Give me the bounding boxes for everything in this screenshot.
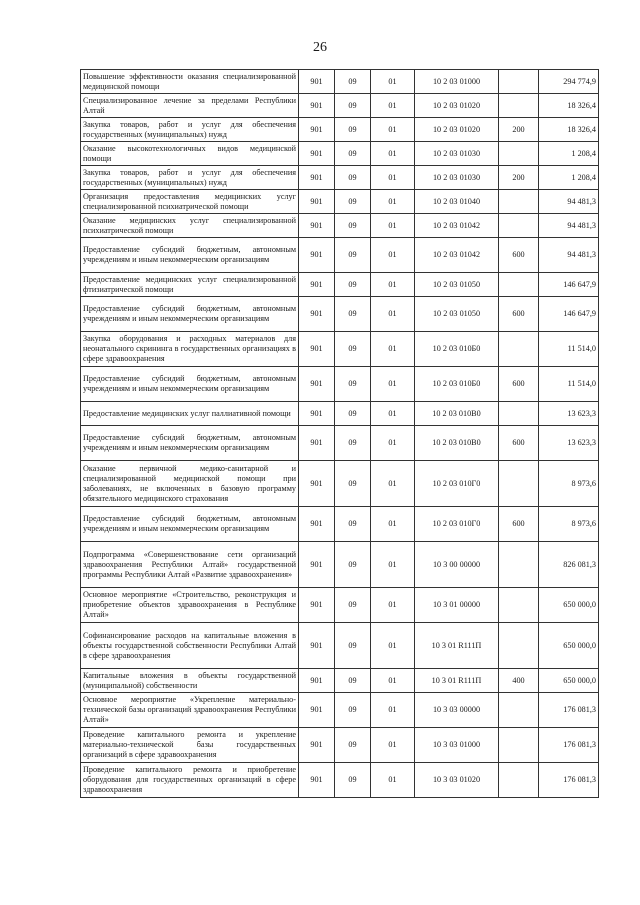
cell-target-article: 10 2 03 010Г0 <box>415 507 499 542</box>
cell-section: 09 <box>335 588 371 623</box>
cell-subsection: 01 <box>371 728 415 763</box>
cell-expense-type: 600 <box>499 297 539 332</box>
cell-expense-type <box>499 142 539 166</box>
cell-amount: 146 647,9 <box>539 273 599 297</box>
cell-name: Основное мероприятие «Строительство, реконструкция и приобретение объектов здравоохранения в Республике Алтай» <box>81 588 299 623</box>
cell-name: Предоставление субсидий бюджетным, автономным учреждениям и иным некоммерческим организациям <box>81 297 299 332</box>
budget-table-body <box>81 70 599 798</box>
table-row <box>81 426 599 461</box>
cell-amount: 94 481,3 <box>539 214 599 238</box>
cell-expense-type <box>499 693 539 728</box>
cell-subsection: 01 <box>371 238 415 273</box>
cell-target-article: 10 2 03 01042 <box>415 238 499 273</box>
cell-amount: 176 081,3 <box>539 763 599 798</box>
cell-amount: 176 081,3 <box>539 728 599 763</box>
cell-name: Организация предоставления медицинских услуг специализированной психиатрической помощи <box>81 190 299 214</box>
cell-name: Предоставление медицинских услуг специализированной фтизиатрической помощи <box>81 273 299 297</box>
cell-expense-type <box>499 461 539 507</box>
cell-target-article: 10 2 03 01020 <box>415 118 499 142</box>
cell-expense-type: 200 <box>499 166 539 190</box>
cell-subsection: 01 <box>371 118 415 142</box>
budget-table <box>80 69 599 798</box>
cell-ministry: 901 <box>299 669 335 693</box>
cell-ministry: 901 <box>299 426 335 461</box>
cell-name: Софинансирование расходов на капитальные вложения в объекты государственной собственности Республики Алтай в сфере здравоохранения <box>81 623 299 669</box>
table-row <box>81 402 599 426</box>
cell-subsection: 01 <box>371 669 415 693</box>
cell-name: Основное мероприятие «Укрепление материально-технической базы организаций здравоохранения Республики Алтай» <box>81 693 299 728</box>
cell-expense-type: 600 <box>499 367 539 402</box>
cell-amount: 8 973,6 <box>539 461 599 507</box>
cell-subsection: 01 <box>371 507 415 542</box>
cell-subsection: 01 <box>371 763 415 798</box>
table-row <box>81 297 599 332</box>
cell-ministry: 901 <box>299 693 335 728</box>
cell-section: 09 <box>335 426 371 461</box>
cell-amount: 294 774,9 <box>539 70 599 94</box>
table-row <box>81 588 599 623</box>
cell-subsection: 01 <box>371 94 415 118</box>
cell-name: Предоставление субсидий бюджетным, автономным учреждениям и иным некоммерческим организациям <box>81 507 299 542</box>
cell-section: 09 <box>335 402 371 426</box>
cell-amount: 13 623,3 <box>539 402 599 426</box>
cell-subsection: 01 <box>371 693 415 728</box>
cell-ministry: 901 <box>299 507 335 542</box>
table-row <box>81 142 599 166</box>
cell-subsection: 01 <box>371 332 415 367</box>
cell-target-article: 10 2 03 01030 <box>415 166 499 190</box>
table-row <box>81 190 599 214</box>
cell-name: Закупка товаров, работ и услуг для обеспечения государственных (муниципальных) нужд <box>81 166 299 190</box>
table-row <box>81 623 599 669</box>
cell-expense-type <box>499 623 539 669</box>
cell-amount: 13 623,3 <box>539 426 599 461</box>
cell-subsection: 01 <box>371 70 415 94</box>
cell-target-article: 10 3 03 01000 <box>415 728 499 763</box>
cell-section: 09 <box>335 669 371 693</box>
cell-target-article: 10 3 01 R111П <box>415 669 499 693</box>
cell-amount: 94 481,3 <box>539 190 599 214</box>
cell-amount: 650 000,0 <box>539 669 599 693</box>
cell-subsection: 01 <box>371 297 415 332</box>
table-row <box>81 273 599 297</box>
cell-section: 09 <box>335 273 371 297</box>
cell-ministry: 901 <box>299 402 335 426</box>
cell-expense-type <box>499 214 539 238</box>
table-row <box>81 166 599 190</box>
cell-section: 09 <box>335 238 371 273</box>
cell-ministry: 901 <box>299 542 335 588</box>
cell-name: Предоставление субсидий бюджетным, автономным учреждениям и иным некоммерческим организациям <box>81 426 299 461</box>
cell-section: 09 <box>335 214 371 238</box>
cell-amount: 176 081,3 <box>539 693 599 728</box>
cell-ministry: 901 <box>299 461 335 507</box>
cell-amount: 1 208,4 <box>539 142 599 166</box>
cell-amount: 11 514,0 <box>539 332 599 367</box>
cell-section: 09 <box>335 763 371 798</box>
cell-target-article: 10 2 03 01020 <box>415 94 499 118</box>
cell-section: 09 <box>335 142 371 166</box>
cell-amount: 1 208,4 <box>539 166 599 190</box>
cell-section: 09 <box>335 297 371 332</box>
cell-subsection: 01 <box>371 166 415 190</box>
cell-target-article: 10 3 01 R111П <box>415 623 499 669</box>
cell-ministry: 901 <box>299 166 335 190</box>
cell-ministry: 901 <box>299 214 335 238</box>
cell-name: Закупка оборудования и расходных материалов для неонатального скрининга в государственных организациях в сфере здравоохранения <box>81 332 299 367</box>
cell-expense-type <box>499 94 539 118</box>
cell-target-article: 10 2 03 01040 <box>415 190 499 214</box>
cell-amount: 94 481,3 <box>539 238 599 273</box>
cell-amount: 826 081,3 <box>539 542 599 588</box>
table-row <box>81 507 599 542</box>
cell-name: Оказание первичной медико-санитарной и специализированной медицинской помощи при заболеваниях, не включенных в базовую программу обязательного медицинского страхования <box>81 461 299 507</box>
table-row <box>81 94 599 118</box>
cell-section: 09 <box>335 70 371 94</box>
cell-expense-type: 600 <box>499 507 539 542</box>
table-row <box>81 367 599 402</box>
cell-subsection: 01 <box>371 542 415 588</box>
cell-target-article: 10 2 03 01030 <box>415 142 499 166</box>
table-row <box>81 70 599 94</box>
cell-expense-type: 600 <box>499 426 539 461</box>
table-row <box>81 763 599 798</box>
cell-ministry: 901 <box>299 297 335 332</box>
cell-ministry: 901 <box>299 118 335 142</box>
cell-target-article: 10 2 03 010Г0 <box>415 461 499 507</box>
cell-expense-type: 600 <box>499 238 539 273</box>
table-row <box>81 728 599 763</box>
cell-name: Повышение эффективности оказания специализированной медицинской помощи <box>81 70 299 94</box>
table-row <box>81 332 599 367</box>
cell-target-article: 10 2 03 01050 <box>415 297 499 332</box>
cell-section: 09 <box>335 166 371 190</box>
cell-expense-type <box>499 332 539 367</box>
cell-expense-type <box>499 542 539 588</box>
cell-ministry: 901 <box>299 763 335 798</box>
cell-section: 09 <box>335 507 371 542</box>
cell-ministry: 901 <box>299 273 335 297</box>
cell-expense-type: 200 <box>499 118 539 142</box>
cell-name: Специализированное лечение за пределами Республики Алтай <box>81 94 299 118</box>
cell-amount: 11 514,0 <box>539 367 599 402</box>
cell-expense-type <box>499 728 539 763</box>
cell-ministry: 901 <box>299 142 335 166</box>
cell-target-article: 10 2 03 010Б0 <box>415 332 499 367</box>
cell-ministry: 901 <box>299 190 335 214</box>
cell-name: Проведение капитального ремонта и приобретение оборудования для государственных организаций в сфере здравоохранения <box>81 763 299 798</box>
cell-name: Предоставление медицинских услуг паллиативной помощи <box>81 402 299 426</box>
cell-name: Оказание медицинских услуг специализированной психиатрической помощи <box>81 214 299 238</box>
cell-target-article: 10 3 03 01020 <box>415 763 499 798</box>
cell-name: Проведение капитального ремонта и укрепление материально-технической базы государственных организаций в сфере здравоохранения <box>81 728 299 763</box>
cell-target-article: 10 2 03 01000 <box>415 70 499 94</box>
cell-section: 09 <box>335 693 371 728</box>
cell-amount: 146 647,9 <box>539 297 599 332</box>
cell-ministry: 901 <box>299 623 335 669</box>
cell-subsection: 01 <box>371 402 415 426</box>
cell-ministry: 901 <box>299 728 335 763</box>
cell-section: 09 <box>335 190 371 214</box>
cell-target-article: 10 2 03 010В0 <box>415 426 499 461</box>
cell-expense-type <box>499 70 539 94</box>
table-row <box>81 118 599 142</box>
cell-ministry: 901 <box>299 94 335 118</box>
cell-expense-type <box>499 273 539 297</box>
cell-subsection: 01 <box>371 588 415 623</box>
cell-target-article: 10 2 03 01050 <box>415 273 499 297</box>
cell-target-article: 10 2 03 010В0 <box>415 402 499 426</box>
cell-target-article: 10 2 03 01042 <box>415 214 499 238</box>
cell-subsection: 01 <box>371 461 415 507</box>
cell-section: 09 <box>335 542 371 588</box>
cell-section: 09 <box>335 623 371 669</box>
cell-subsection: 01 <box>371 214 415 238</box>
cell-name: Капитальные вложения в объекты государственной (муниципальной) собственности <box>81 669 299 693</box>
cell-ministry: 901 <box>299 332 335 367</box>
cell-target-article: 10 3 03 00000 <box>415 693 499 728</box>
cell-amount: 650 000,0 <box>539 588 599 623</box>
table-row <box>81 693 599 728</box>
cell-subsection: 01 <box>371 367 415 402</box>
cell-subsection: 01 <box>371 273 415 297</box>
cell-name: Оказание высокотехнологичных видов медицинской помощи <box>81 142 299 166</box>
cell-section: 09 <box>335 94 371 118</box>
cell-section: 09 <box>335 332 371 367</box>
cell-amount: 18 326,4 <box>539 118 599 142</box>
table-row <box>81 461 599 507</box>
cell-expense-type <box>499 588 539 623</box>
cell-expense-type <box>499 190 539 214</box>
page-number: 26 <box>313 40 327 55</box>
cell-ministry: 901 <box>299 238 335 273</box>
cell-amount: 18 326,4 <box>539 94 599 118</box>
cell-section: 09 <box>335 118 371 142</box>
cell-expense-type <box>499 763 539 798</box>
cell-amount: 650 000,0 <box>539 623 599 669</box>
cell-section: 09 <box>335 728 371 763</box>
cell-ministry: 901 <box>299 588 335 623</box>
cell-target-article: 10 3 01 00000 <box>415 588 499 623</box>
table-row <box>81 542 599 588</box>
cell-expense-type <box>499 402 539 426</box>
cell-section: 09 <box>335 367 371 402</box>
table-row <box>81 238 599 273</box>
cell-name: Предоставление субсидий бюджетным, автономным учреждениям и иным некоммерческим организациям <box>81 238 299 273</box>
cell-ministry: 901 <box>299 367 335 402</box>
cell-amount: 8 973,6 <box>539 507 599 542</box>
cell-expense-type: 400 <box>499 669 539 693</box>
cell-ministry: 901 <box>299 70 335 94</box>
cell-target-article: 10 2 03 010Б0 <box>415 367 499 402</box>
cell-subsection: 01 <box>371 142 415 166</box>
cell-name: Закупка товаров, работ и услуг для обеспечения государственных (муниципальных) нужд <box>81 118 299 142</box>
cell-target-article: 10 3 00 00000 <box>415 542 499 588</box>
cell-subsection: 01 <box>371 623 415 669</box>
cell-subsection: 01 <box>371 190 415 214</box>
cell-name: Подпрограмма «Совершенствование сети организаций здравоохранения Республики Алтай» государственной программы Республики Алтай «Развитие здравоохранения» <box>81 542 299 588</box>
table-row <box>81 669 599 693</box>
cell-subsection: 01 <box>371 426 415 461</box>
cell-name: Предоставление субсидий бюджетным, автономным учреждениям и иным некоммерческим организациям <box>81 367 299 402</box>
cell-section: 09 <box>335 461 371 507</box>
table-row <box>81 214 599 238</box>
